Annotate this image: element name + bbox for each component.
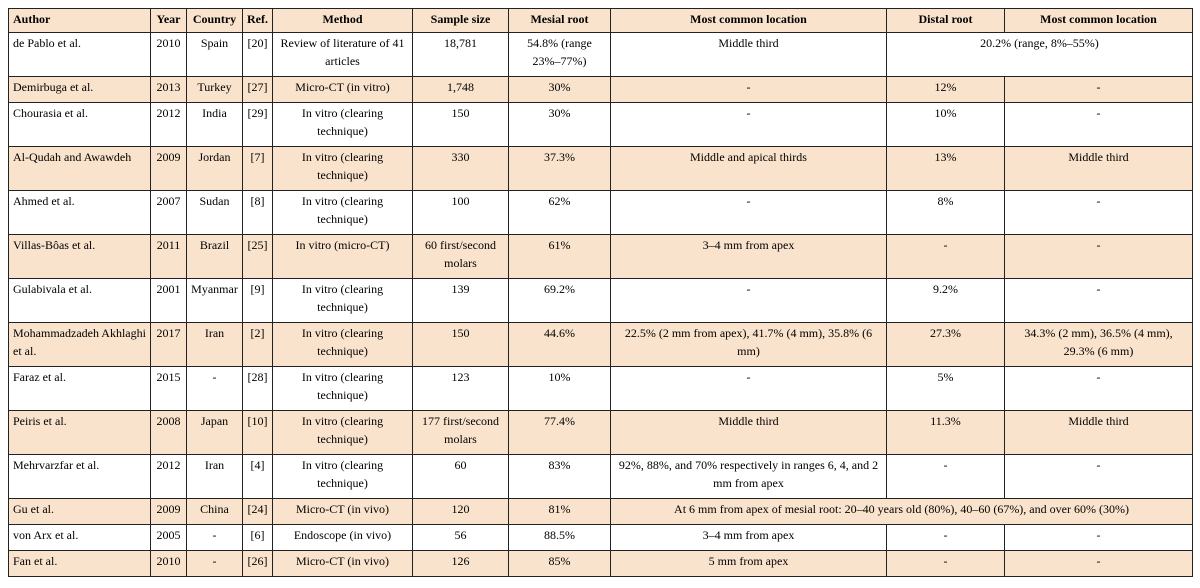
cell-method: In vitro (clearing technique) [273,323,413,367]
cell-mesial-location: - [611,367,887,411]
cell-sample-size: 123 [413,367,509,411]
cell-location-merged: At 6 mm from apex of mesial root: 20–40 years old (80%), 40–60 (67%), and over 60% (30%) [611,499,1193,525]
cell-author: von Arx et al. [9,525,151,551]
header-author: Author [9,9,151,33]
cell-year: 2015 [151,367,187,411]
cell-ref: [10] [243,411,273,455]
cell-year: 2008 [151,411,187,455]
cell-country: Jordan [187,147,243,191]
cell-year: 2012 [151,455,187,499]
cell-mesial-location: Middle and apical thirds [611,147,887,191]
cell-mesial-location: - [611,77,887,103]
cell-author: Ahmed et al. [9,191,151,235]
cell-sample-size: 126 [413,551,509,577]
cell-distal-location: - [1005,235,1193,279]
cell-ref: [2] [243,323,273,367]
cell-country: - [187,367,243,411]
cell-distal-location: - [1005,279,1193,323]
header-ref: Ref. [243,9,273,33]
cell-mesial-location: - [611,103,887,147]
cell-year: 2011 [151,235,187,279]
cell-distal-root: - [887,455,1005,499]
cell-distal-root: 5% [887,367,1005,411]
table-row [9,411,1193,455]
cell-mesial-root: 77.4% [509,411,611,455]
cell-mesial-root: 10% [509,367,611,411]
cell-mesial-location: 22.5% (2 mm from apex), 41.7% (4 mm), 35.8% (6 mm) [611,323,887,367]
cell-author: Faraz et al. [9,367,151,411]
cell-year: 2013 [151,77,187,103]
table-row [9,323,1193,367]
cell-country: Brazil [187,235,243,279]
cell-mesial-location: - [611,279,887,323]
cell-author: Peiris et al. [9,411,151,455]
cell-method: In vitro (clearing technique) [273,455,413,499]
cell-distal-location: - [1005,455,1193,499]
cell-mesial-location: - [611,191,887,235]
cell-sample-size: 150 [413,103,509,147]
table-row [9,77,1193,103]
cell-country: Iran [187,455,243,499]
cell-year: 2001 [151,279,187,323]
cell-mesial-root: 61% [509,235,611,279]
cell-author: Mohammadzadeh Akhlaghi et al. [9,323,151,367]
cell-distal-location: - [1005,367,1193,411]
cell-country: Iran [187,323,243,367]
cell-ref: [7] [243,147,273,191]
header-distal-root: Distal root [887,9,1005,33]
cell-country: Turkey [187,77,243,103]
cell-distal-root: - [887,551,1005,577]
cell-ref: [27] [243,77,273,103]
cell-year: 2017 [151,323,187,367]
cell-mesial-root: 37.3% [509,147,611,191]
cell-ref: [25] [243,235,273,279]
cell-mesial-root: 81% [509,499,611,525]
cell-distal-root: 10% [887,103,1005,147]
cell-year: 2009 [151,147,187,191]
cell-author: Demirbuga et al. [9,77,151,103]
cell-ref: [9] [243,279,273,323]
cell-author: Gu et al. [9,499,151,525]
cell-year: 2007 [151,191,187,235]
cell-author: Gulabivala et al. [9,279,151,323]
cell-ref: [8] [243,191,273,235]
cell-distal-location: - [1005,551,1193,577]
cell-method: In vitro (clearing technique) [273,191,413,235]
cell-author: Chourasia et al. [9,103,151,147]
cell-year: 2009 [151,499,187,525]
cell-mesial-root: 69.2% [509,279,611,323]
cell-mesial-location: Middle third [611,33,887,77]
cell-ref: [28] [243,367,273,411]
cell-distal-root: 9.2% [887,279,1005,323]
table-row [9,455,1193,499]
cell-year: 2010 [151,33,187,77]
cell-method: Endoscope (in vivo) [273,525,413,551]
cell-mesial-location: 5 mm from apex [611,551,887,577]
cell-mesial-location: 3–4 mm from apex [611,235,887,279]
header-sample-size: Sample size [413,9,509,33]
header-year: Year [151,9,187,33]
cell-country: - [187,525,243,551]
cell-distal-merged: 20.2% (range, 8%–55%) [887,33,1193,77]
cell-year: 2010 [151,551,187,577]
cell-country: India [187,103,243,147]
cell-year: 2005 [151,525,187,551]
cell-author: Fan et al. [9,551,151,577]
cell-country: Myanmar [187,279,243,323]
table-row [9,147,1193,191]
cell-sample-size: 100 [413,191,509,235]
cell-ref: [6] [243,525,273,551]
cell-mesial-location: Middle third [611,411,887,455]
table-row [9,279,1193,323]
cell-mesial-root: 85% [509,551,611,577]
cell-sample-size: 60 first/second molars [413,235,509,279]
cell-distal-root: 11.3% [887,411,1005,455]
cell-distal-location: - [1005,77,1193,103]
cell-mesial-root: 54.8% (range 23%–77%) [509,33,611,77]
cell-sample-size: 139 [413,279,509,323]
cell-mesial-location: 92%, 88%, and 70% respectively in ranges 6, 4, and 2 mm from apex [611,455,887,499]
cell-sample-size: 60 [413,455,509,499]
cell-sample-size: 1,748 [413,77,509,103]
table-row [9,191,1193,235]
table-row [9,103,1193,147]
cell-method: In vitro (clearing technique) [273,147,413,191]
cell-distal-location: Middle third [1005,411,1193,455]
cell-ref: [26] [243,551,273,577]
header-row [9,9,1193,33]
cell-ref: [20] [243,33,273,77]
cell-sample-size: 18,781 [413,33,509,77]
table-row [9,33,1193,77]
cell-sample-size: 120 [413,499,509,525]
table-row [9,551,1193,577]
cell-country: Sudan [187,191,243,235]
cell-distal-location: - [1005,103,1193,147]
cell-mesial-location: 3–4 mm from apex [611,525,887,551]
cell-year: 2012 [151,103,187,147]
cell-mesial-root: 88.5% [509,525,611,551]
header-distal-location: Most common location [1005,9,1193,33]
cell-method: In vitro (clearing technique) [273,279,413,323]
cell-author: Al-Qudah and Awawdeh [9,147,151,191]
cell-ref: [29] [243,103,273,147]
cell-ref: [4] [243,455,273,499]
cell-method: In vitro (clearing technique) [273,367,413,411]
cell-ref: [24] [243,499,273,525]
cell-mesial-root: 30% [509,77,611,103]
cell-distal-root: 13% [887,147,1005,191]
cell-sample-size: 150 [413,323,509,367]
cell-mesial-root: 62% [509,191,611,235]
isthmus-prevalence-table [8,8,1193,577]
cell-method: Micro-CT (in vivo) [273,551,413,577]
cell-distal-root: 8% [887,191,1005,235]
cell-sample-size: 56 [413,525,509,551]
cell-country: Japan [187,411,243,455]
table-row [9,499,1193,525]
cell-country: China [187,499,243,525]
cell-method: In vitro (clearing technique) [273,411,413,455]
cell-distal-root: - [887,525,1005,551]
cell-distal-root: 27.3% [887,323,1005,367]
table-container [8,8,1192,577]
cell-country: - [187,551,243,577]
cell-country: Spain [187,33,243,77]
cell-distal-location: 34.3% (2 mm), 36.5% (4 mm), 29.3% (6 mm) [1005,323,1193,367]
table-row [9,367,1193,411]
header-country: Country [187,9,243,33]
header-mesial-root: Mesial root [509,9,611,33]
cell-mesial-root: 83% [509,455,611,499]
cell-mesial-root: 44.6% [509,323,611,367]
cell-method: In vitro (clearing technique) [273,103,413,147]
cell-sample-size: 177 first/second molars [413,411,509,455]
cell-method: Review of literature of 41 articles [273,33,413,77]
cell-method: Micro-CT (in vitro) [273,77,413,103]
cell-author: Mehrvarzfar et al. [9,455,151,499]
cell-mesial-root: 30% [509,103,611,147]
table-row [9,525,1193,551]
cell-distal-root: 12% [887,77,1005,103]
header-mesial-location: Most common location [611,9,887,33]
cell-author: de Pablo et al. [9,33,151,77]
table-row [9,235,1193,279]
cell-author: Villas-Bôas et al. [9,235,151,279]
cell-sample-size: 330 [413,147,509,191]
cell-distal-root: - [887,235,1005,279]
cell-distal-location: Middle third [1005,147,1193,191]
cell-distal-location: - [1005,191,1193,235]
cell-distal-location: - [1005,525,1193,551]
header-method: Method [273,9,413,33]
cell-method: In vitro (micro-CT) [273,235,413,279]
cell-method: Micro-CT (in vivo) [273,499,413,525]
